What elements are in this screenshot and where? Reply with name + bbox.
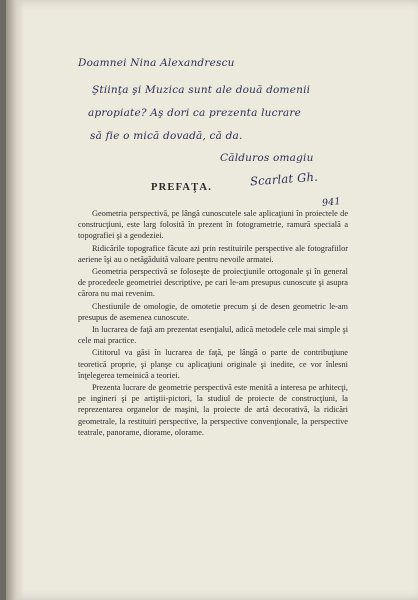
author-signature: Scarlat Gh. bbox=[249, 169, 319, 189]
book-page bbox=[6, 0, 418, 600]
preface-title: PREFAŢA. bbox=[151, 182, 213, 193]
paragraph: Geometria perspectivă, pe lângă cunoscutele sale aplicaţiuni în proiectele de construcţiuni, este larg folosită în prezent în fotogrametrie, ramură specială a topografiei şi a geodeziei. bbox=[78, 209, 348, 241]
paragraph: Ridicările topografice făcute azi prin restituirile perspective ale fotografiilor aeriene îşi au o netăgăduită valoare pentru nevoile armatei. bbox=[78, 243, 348, 264]
dedication-line-3: apropiate? Aş dori ca prezenta lucrare bbox=[88, 107, 302, 119]
paragraph: In lucrarea de faţă am prezentat esenţialul, adică metodele cele mai simple şi cele mai practice. bbox=[78, 325, 348, 346]
dedication-line-4: să fie o mică dovadă, că da. bbox=[90, 130, 243, 142]
paragraph: Geometria perspectivă se foloseşte de proiecţiunile ortogonale şi în general de procedeele geometriei descriptive, pe cari le-am presupus cunoscute şi asupra cărora nu mai revenim. bbox=[78, 267, 348, 299]
dedication-closing: Călduros omagiu bbox=[220, 152, 314, 164]
paragraph: Cititorul va găsi în lucrarea de faţă, pe lângă o parte de contribuţiune teoretică proprie, şi planşe cu aplicaţiuni originale şi inedite, ce vor înlesni înţelegerea temeinică a teoriei. bbox=[78, 348, 348, 380]
preface-body bbox=[78, 208, 348, 439]
page-gutter bbox=[6, 0, 24, 600]
paragraph: Chestiunile de omologie, de omotetie precum şi de desen geometric le-am presupus de asemenea cunoscute. bbox=[78, 301, 348, 322]
paragraph: Prezenta lucrare de geometrie perspectivă este menită a interesa pe arhitecţi, pe ingineri şi pe artiştii-pictori, la studiul de proiecte de construcţiuni, la reprezentarea organelor de maşini, la proiecte de artă decorativă, la ridicări geometrale, la restituiri perspective, la perspective convenţionale, la perspective teatrale, panorame, diorame, olorame. bbox=[78, 383, 348, 437]
signature-date: 941 bbox=[321, 196, 342, 209]
dedication-line-2: Ştiinţa şi Muzica sunt ale două domenii bbox=[92, 84, 311, 96]
dedication-line-1: Doamnei Nina Alexandrescu bbox=[78, 57, 235, 69]
